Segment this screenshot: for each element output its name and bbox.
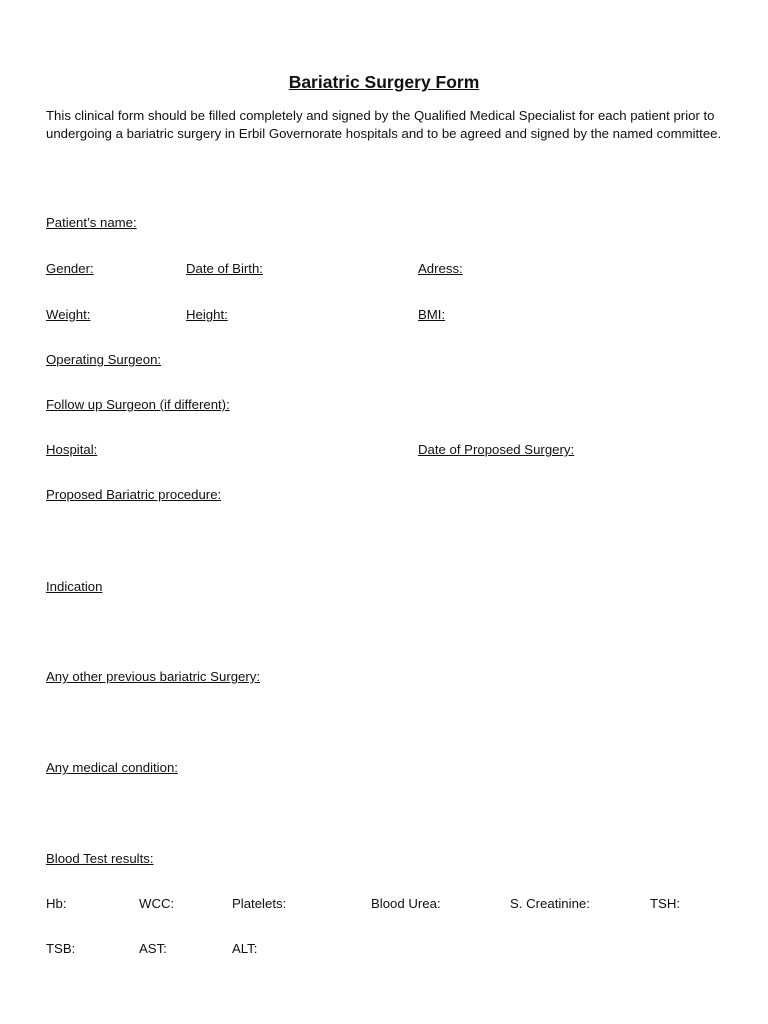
alt-label: ALT: <box>232 941 258 956</box>
address-label: Adress: <box>418 261 463 276</box>
s-creatinine-label: S. Creatinine: <box>510 896 590 911</box>
weight-label: Weight: <box>46 307 91 322</box>
height-label: Height: <box>186 307 228 322</box>
gender-label: Gender: <box>46 261 94 276</box>
form-title-text: Bariatric Surgery Form <box>288 72 480 92</box>
platelets-label: Platelets: <box>232 896 287 911</box>
bmi-label: BMI: <box>418 307 446 322</box>
operating-surgeon-label: Operating Surgeon: <box>46 352 162 367</box>
form-intro: This clinical form should be filled completely and signed by the Qualified Medical Specialist for each patient prior to undergoing a bariatric surgery in Erbil Governorate hospitals and to be agreed and signed by the named committee. <box>46 108 722 141</box>
previous-surgery-label: Any other previous bariatric Surgery: <box>46 669 261 684</box>
hb-label: Hb: <box>46 896 67 911</box>
blood-test-results-label: Blood Test results: <box>46 851 154 866</box>
proposed-procedure-label: Proposed Bariatric procedure: <box>46 487 222 502</box>
ast-label: AST: <box>139 941 167 956</box>
form-title <box>0 72 768 93</box>
medical-condition-label: Any medical condition: <box>46 760 178 775</box>
tsb-label: TSB: <box>46 941 76 956</box>
follow-up-surgeon-label: Follow up Surgeon (if different): <box>46 397 230 412</box>
hospital-label: Hospital: <box>46 442 98 457</box>
indication-label: Indication <box>46 579 103 594</box>
date-of-birth-label: Date of Birth: <box>186 261 263 276</box>
tsh-label: TSH: <box>650 896 681 911</box>
date-of-proposed-surgery-label: Date of Proposed Surgery: <box>418 442 575 457</box>
patient-name-label: Patient’s name: <box>46 215 137 230</box>
blood-urea-label: Blood Urea: <box>371 896 441 911</box>
wcc-label: WCC: <box>139 896 175 911</box>
